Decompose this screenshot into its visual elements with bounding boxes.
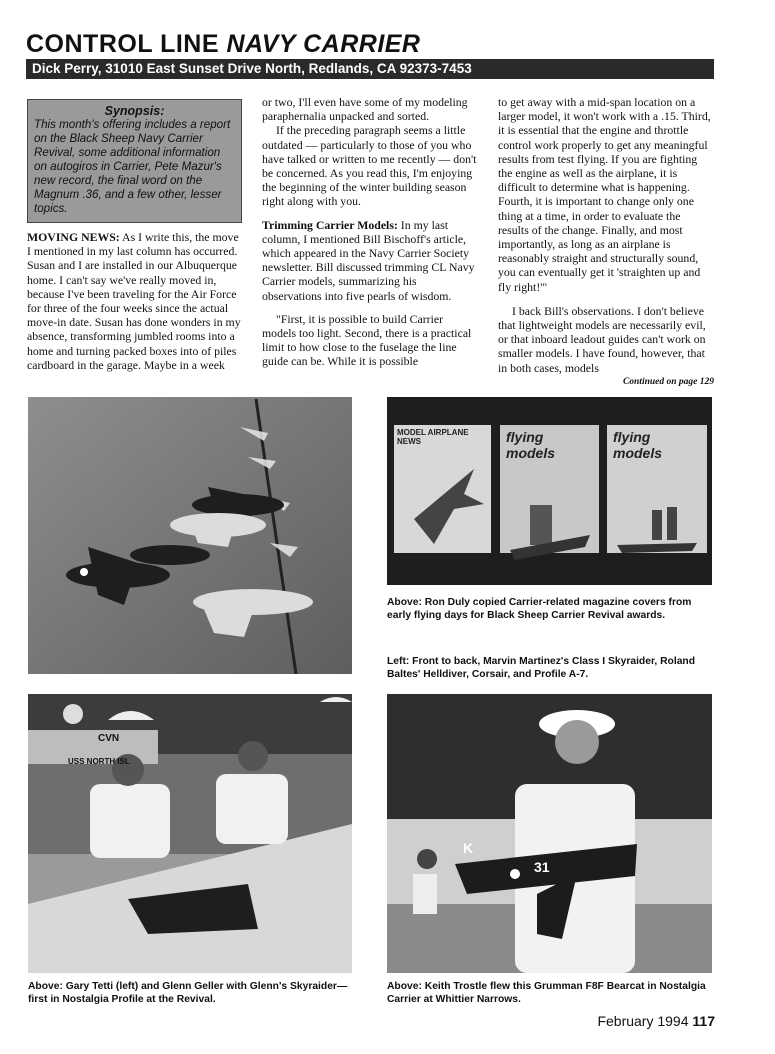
author-bar: Dick Perry, 31010 East Sunset Drive North, Redlands, CA 92373-7453 bbox=[26, 59, 714, 79]
synopsis-box bbox=[27, 99, 242, 223]
synopsis-heading: Synopsis: bbox=[104, 104, 165, 118]
caption-keith: Above: Keith Trostle flew this Grumman F8F Bearcat in Nostalgia Carrier at Whittier Narrows. bbox=[387, 981, 706, 1005]
caption-gary-glenn: Above: Gary Tetti (left) and Glenn Geller with Glenn's Skyraider—first in Nostalgia Profile at the Revival. bbox=[28, 981, 348, 1005]
col3-paragraph-1: to get away with a mid-span location on a larger model, it won't work with a .15. Third, it is essential that the engine and throttle control work properly to get any meaningful results from test flying. If you are fighting the engine as well as the airplane, it is difficult to determine what is happening. Fourth, it is important to change only one thing at a time, in order to evaluate the results of the change. Finally, and most importantly, as long as an airplane is reasonably straight and structurally sound, you can eventually get it 'straighten up and fly right!'" bbox=[498, 95, 711, 294]
moving-news-heading: MOVING NEWS: bbox=[27, 230, 120, 244]
column-title bbox=[26, 30, 421, 59]
caption-covers: Above: Ron Duly copied Carrier-related magazine covers from early flying days for Black Sheep Carrier Revival awards. bbox=[387, 597, 692, 621]
plane-code: K bbox=[463, 840, 474, 856]
magazine-cover-1-title: MODEL AIRPLANE NEWS bbox=[397, 428, 469, 446]
photo-gary-glenn bbox=[28, 694, 352, 973]
magazine-cover-2 bbox=[500, 425, 599, 553]
issue-date: February 1994 bbox=[597, 1013, 689, 1029]
magazine-cover-2-title: flying models bbox=[506, 429, 556, 461]
moving-news-text: As I write this, the move I mentioned in my last column has occurred. Susan and I are installed in our Albuquerque home. I can't say we've really moved in, because I've been traveling for the Air Force for three of the four weeks since the actual move-in date. Susan has done wonders in my absence, transforming jumbled rooms into a home and turning packed boxes into of piles cardboard in the garage. Maybe in a week bbox=[27, 230, 241, 372]
magazine-cover-1 bbox=[394, 425, 491, 553]
article-column-3 bbox=[498, 95, 714, 389]
magazine-cover-3 bbox=[607, 425, 707, 553]
photo-carrier-planes bbox=[28, 397, 352, 674]
trimming-text: In my last column, I mentioned Bill Bischoff's article, which appeared in the Navy Carrier Society newsletter. Bill discussed trimming CL Navy Carrier models, summarizing his observations into five pearls of wisdom. bbox=[262, 217, 475, 303]
article-column-1 bbox=[27, 230, 242, 372]
col2-paragraph-2: If the preceding paragraph seems a little outdated — particularly to those of you who have talked or written to me recently — don't be concerned. As you read this, I'm enjoying the beginning of the winter building season right along with you. bbox=[262, 123, 477, 209]
banner-code: CVN bbox=[98, 733, 120, 744]
plane-number: 31 bbox=[534, 859, 550, 875]
page-number: 117 bbox=[692, 1013, 715, 1029]
col2-paragraph-4: "First, it is possible to build Carrier models too light. Second, there is a practical limit to how close to the fuselage the line guide can be. While it is possible bbox=[262, 311, 472, 369]
magazine-cover-3-title: flying models bbox=[613, 429, 663, 461]
col2-paragraph-1: or two, I'll even have some of my modeling paraphernalia unpacked and sorted. bbox=[262, 95, 468, 124]
continued-note: Continued on page 129 bbox=[622, 376, 714, 387]
article-column-2 bbox=[262, 95, 478, 369]
synopsis-body: This month's offering includes a report on the Black Sheep Navy Carrier Revival, some additional information on autogiros in Carrier, Pete Mazur's new record, the final word on the Magnum .36, and a few other, lesser topics. bbox=[34, 118, 231, 215]
title-italic: NAVY CARRIER bbox=[226, 30, 421, 58]
trimming-heading: Trimming Carrier Models: bbox=[262, 217, 398, 232]
photo-magazine-covers bbox=[387, 397, 712, 585]
banner-text: USS NORTH ISL bbox=[68, 757, 130, 766]
title-plain: CONTROL LINE bbox=[26, 30, 220, 58]
caption-planes: Left: Front to back, Marvin Martinez's Class I Skyraider, Roland Baltes' Helldiver, Corsair, and Profile A-7. bbox=[387, 656, 695, 680]
photo-keith-trostle bbox=[387, 694, 712, 973]
page-footer bbox=[597, 1013, 715, 1029]
col3-paragraph-2: I back Bill's observations. I don't believe that lightweight models are necessarily evil, or that inboard leadout guides can't work on smaller models. I have found, however, that in both cases, models bbox=[498, 303, 706, 375]
